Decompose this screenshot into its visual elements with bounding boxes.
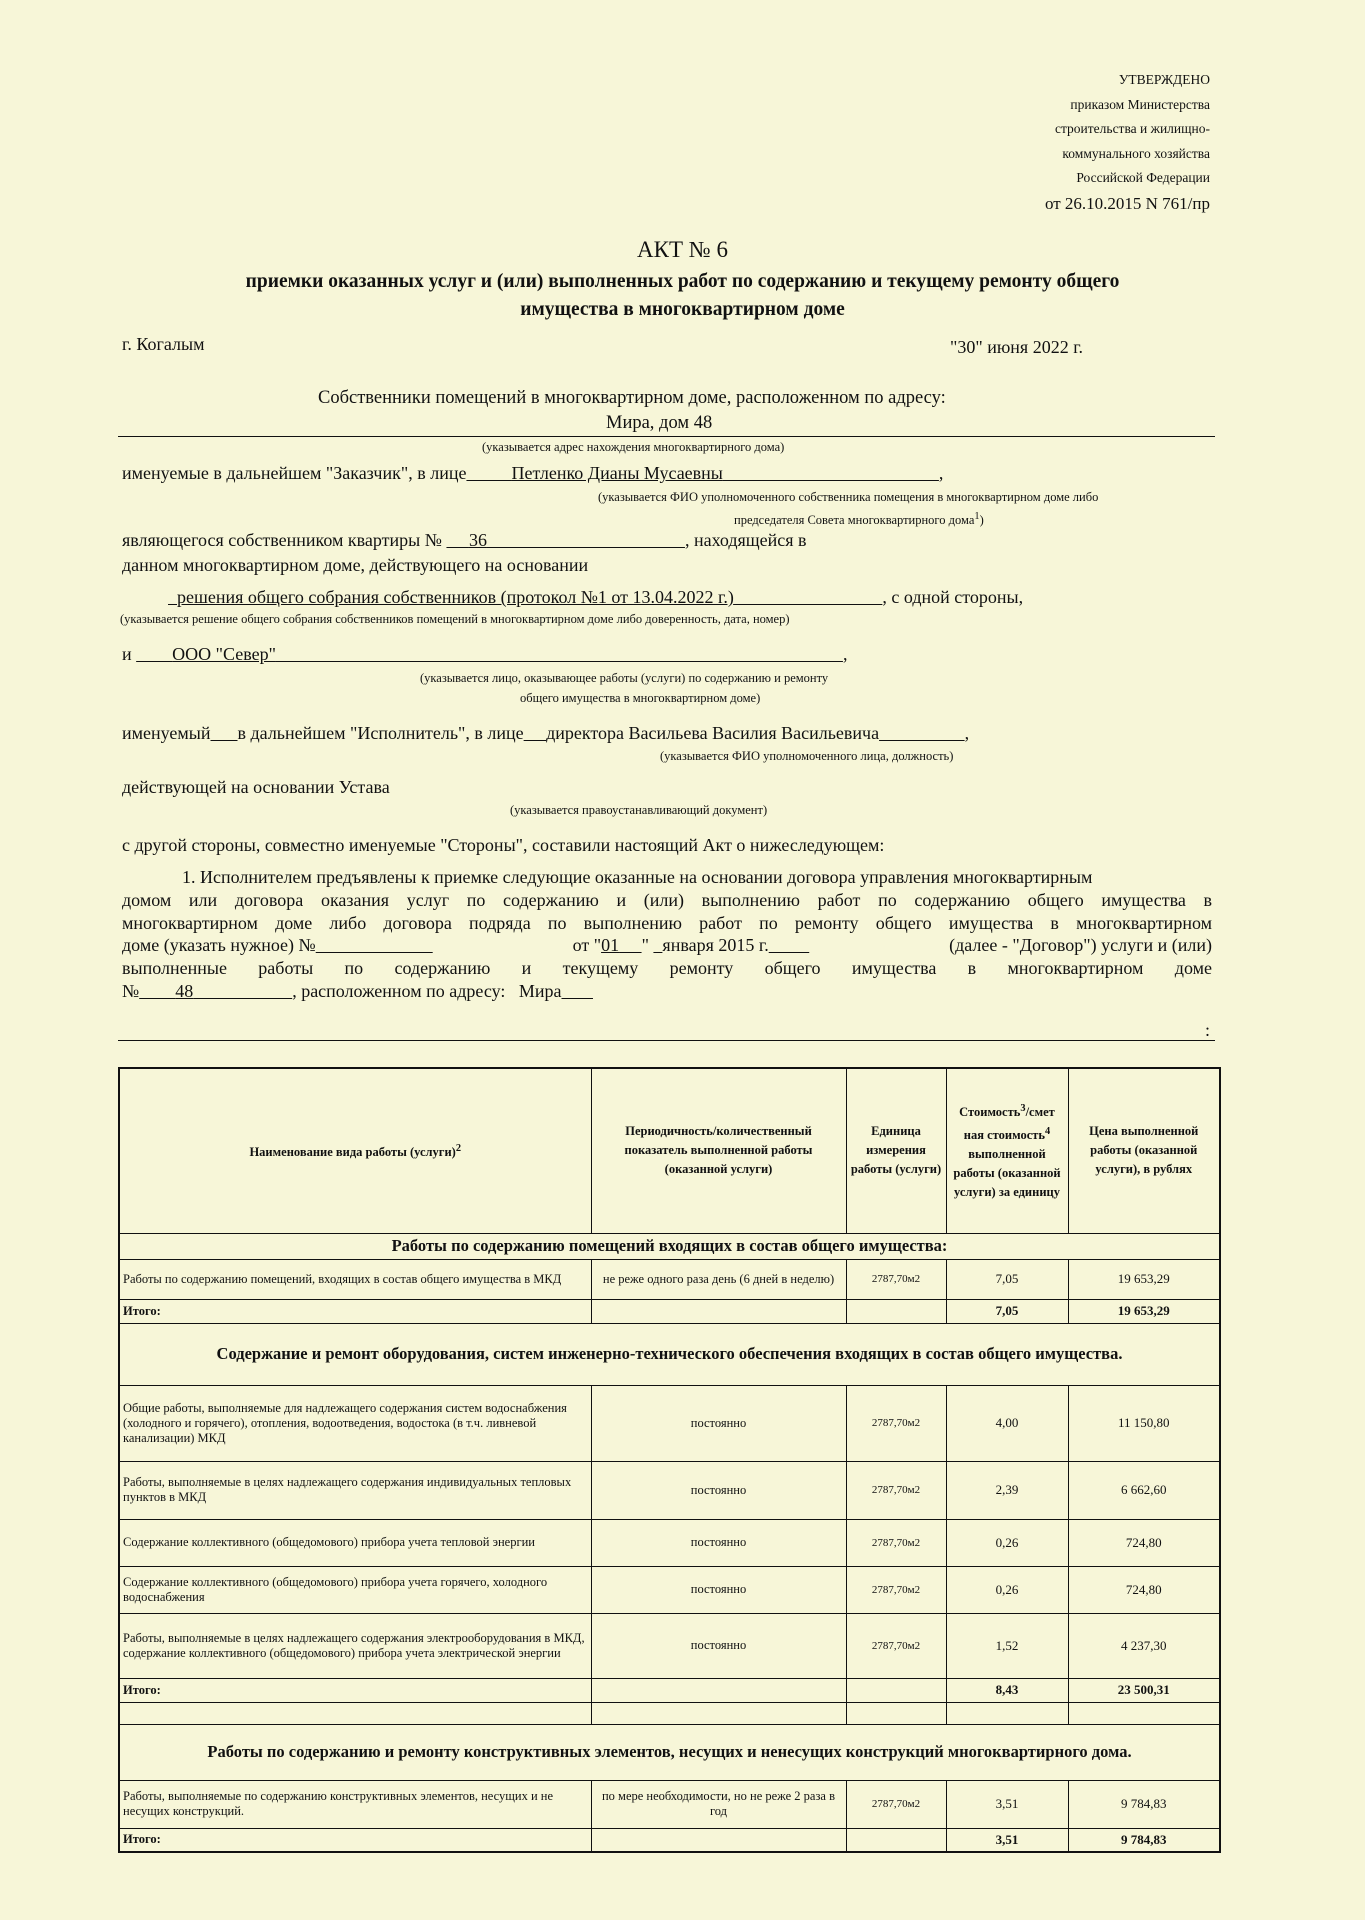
empty-cell [1068, 1702, 1220, 1724]
contract-ref: (далее - "Договор") услуги и (или) [949, 935, 1212, 956]
contractor-hint-2: общего имущества в многоквартирном доме) [520, 691, 761, 705]
unit-cell: 2787,70м2 [846, 1461, 946, 1519]
table-row [119, 1259, 1220, 1299]
header-work-name-text: Наименование вида работы (услуги) [249, 1145, 456, 1160]
clause-1-line-4 [122, 934, 1212, 957]
price-cell: 724,80 [1068, 1519, 1220, 1566]
work-name-cell: Работы, выполняемые в целях надлежащего содержания электрооборудования в МКД, содержание коллективного (общедомового) прибора учета электрической энергии [119, 1613, 591, 1678]
total-price: 9 784,83 [1068, 1828, 1220, 1852]
contractor-line: и ООО "Север" , [122, 644, 848, 664]
periodicity-cell: постоянно [591, 1519, 846, 1566]
total-rate: 3,51 [946, 1828, 1068, 1852]
work-name-cell: Работы, выполняемые по содержанию конструктивных элементов, несущих и не несущих конструкций. [119, 1780, 591, 1828]
address-line-underline [118, 1040, 1215, 1041]
rate-cell: 0,26 [946, 1566, 1068, 1613]
unit-cell: 2787,70м2 [846, 1780, 946, 1828]
price-cell: 6 662,60 [1068, 1461, 1220, 1519]
named-word: именуемый [122, 723, 211, 743]
section-title: Содержание и ремонт оборудования, систем инженерно-технического обеспечения входящих в состав общего имущества. [119, 1323, 1220, 1385]
street-name: Мира [518, 980, 562, 1001]
rate-cell: 3,51 [946, 1780, 1068, 1828]
total-price: 23 500,31 [1068, 1678, 1220, 1702]
header-unit: Единица измерения работы (услуги) [846, 1068, 946, 1233]
section-row [119, 1233, 1220, 1259]
total-label: Итого: [119, 1678, 591, 1702]
header-work-name [119, 1068, 591, 1233]
periodicity-cell: постоянно [591, 1566, 846, 1613]
header-cost-text-b: /смет ная стоимость [963, 1105, 1055, 1143]
contract-month-year: января 2015 г. [662, 935, 769, 956]
customer-hint-2 [734, 511, 984, 528]
basis-line [168, 587, 1023, 608]
address-hint: (указывается адрес нахождения многоквартирного дома) [482, 440, 785, 454]
contract-day: 01 [601, 935, 620, 956]
work-name-cell: Содержание коллективного (общедомового) прибора учета тепловой энергии [119, 1519, 591, 1566]
address-value: Мира, дом 48 [606, 413, 713, 433]
approval-line: Российской Федерации [1076, 170, 1210, 185]
clause-1 [122, 866, 1212, 1003]
contractor-representative: директора Васильева Василия Васильевича [546, 723, 880, 743]
work-name-cell: Работы, выполняемые в целях надлежащего содержания индивидуальных тепловых пунктов в МКД [119, 1461, 591, 1519]
section-title: Работы по содержанию помещений входящих в состав общего имущества: [119, 1233, 1220, 1259]
rate-cell: 0,26 [946, 1519, 1068, 1566]
acting-basis: действующей на основании Устава [122, 777, 390, 797]
total-empty-cell [846, 1828, 946, 1852]
total-rate: 7,05 [946, 1299, 1068, 1323]
empty-cell [591, 1702, 846, 1724]
price-cell: 724,80 [1068, 1566, 1220, 1613]
footnote-mark: 3 [1020, 1103, 1026, 1115]
contractor-rep-line: именуемый в дальнейшем "Исполнитель", в лице директора Васильева Василия Васильевича , [122, 723, 970, 743]
section-title: Работы по содержанию и ремонту конструктивных элементов, несущих и ненесущих конструкций многоквартирного дома. [119, 1724, 1220, 1780]
customer-prefix: именуемые в дальнейшем "Заказчик", в лице [122, 463, 467, 483]
customer-hint-2-text: председателя Совета многоквартирного дома [734, 513, 975, 528]
customer-hint-2-end: ) [979, 513, 984, 528]
unit-cell: 2787,70м2 [846, 1613, 946, 1678]
city: г. Когалым [122, 334, 205, 354]
total-row [119, 1678, 1220, 1702]
periodicity-cell: по мере необходимости, но не реже 2 раза в год [591, 1780, 846, 1828]
table-row [119, 1519, 1220, 1566]
unit-cell: 2787,70м2 [846, 1385, 946, 1461]
header-cost-text-a: Стоимость [959, 1105, 1021, 1120]
contract-number-label: доме (указать нужное) № [122, 935, 316, 956]
table-row [119, 1385, 1220, 1461]
price-cell: 4 237,30 [1068, 1613, 1220, 1678]
total-empty-cell [846, 1299, 946, 1323]
rate-cell: 7,05 [946, 1259, 1068, 1299]
contractor-hint-1: (указывается лицо, оказывающее работы (услуги) по содержанию и ремонту [420, 671, 829, 685]
approval-heading: УТВЕРЖДЕНО [1118, 72, 1210, 87]
work-name-cell: Общие работы, выполняемые для надлежащего содержания систем водоснабжения (холодного и горячего), отопления, водоотведения, водостока (в т.ч. ливневой канализации) МКД [119, 1385, 591, 1461]
apartment-suffix: , находящейся в [684, 530, 807, 550]
total-row [119, 1828, 1220, 1852]
owners-line: Собственники помещений в многоквартирном доме, расположенном по адресу: [318, 388, 946, 408]
clause-1-line-1: 1. Исполнителем предъявлены к приемке следующие оказанные на основании договора управления многоквартирным [182, 867, 1093, 887]
periodicity-cell: постоянно [591, 1461, 846, 1519]
table-row [119, 1566, 1220, 1613]
total-label: Итого: [119, 1299, 591, 1323]
rate-cell: 4,00 [946, 1385, 1068, 1461]
total-label: Итого: [119, 1828, 591, 1852]
services-table [118, 1067, 1221, 1853]
rate-cell: 2,39 [946, 1461, 1068, 1519]
clause-1-line-2: домом или договора оказания услуг по содержанию и (или) выполнению работ по содержанию общего имущества в [122, 889, 1212, 910]
act-title: АКТ № 6 [637, 237, 728, 262]
parties-line: с другой стороны, совместно именуемые "Стороны", составили настоящий Акт о нижеследующем: [122, 835, 885, 855]
table-header-row [119, 1068, 1220, 1233]
approval-stamp [930, 68, 1210, 217]
total-empty-cell [846, 1678, 946, 1702]
basis-value: решения общего собрания собственников (протокол №1 от 13.04.2022 г.) [177, 587, 734, 607]
table-row [119, 1461, 1220, 1519]
empty-cell [119, 1702, 591, 1724]
named-rest: в дальнейшем "Исполнитель", в лице [237, 723, 524, 743]
total-empty-cell [591, 1828, 846, 1852]
customer-name: Петленко Дианы Мусаевны [511, 463, 723, 483]
periodicity-cell: постоянно [591, 1385, 846, 1461]
header-cost-text-c: выполненной работы (оказанной услуги) за единицу [953, 1147, 1061, 1200]
empty-cell [946, 1702, 1068, 1724]
act-date: "30" июня 2022 г. [950, 337, 1084, 357]
act-subtitle-line1: приемки оказанных услуг и (или) выполненных работ по содержанию и текущему ремонту общего [245, 271, 1120, 292]
house-number-label: № [122, 980, 140, 1001]
apartment-number: 36 [468, 530, 487, 550]
header-periodicity: Периодичность/количественный показатель выполненной работы (оказанной услуги) [591, 1068, 846, 1233]
periodicity-cell: постоянно [591, 1613, 846, 1678]
contract-date-close: " [641, 935, 649, 956]
contract-date-open: от " [572, 935, 602, 956]
clause-1-line-5: выполненные работы по содержанию и текущему ремонту общего имущества в многоквартирном доме [122, 958, 1212, 979]
price-cell: 19 653,29 [1068, 1259, 1220, 1299]
work-name-cell: Работы по содержанию помещений, входящих в состав общего имущества в МКД [119, 1259, 591, 1299]
work-name-cell: Содержание коллективного (общедомового) прибора учета горячего, холодного водоснабжения [119, 1566, 591, 1613]
total-price: 19 653,29 [1068, 1299, 1220, 1323]
approval-line: строительства и жилищно- [1055, 121, 1210, 136]
basis-intro: данном многоквартирном доме, действующего на основании [122, 555, 589, 575]
total-rate: 8,43 [946, 1678, 1068, 1702]
house-number: 48 [175, 980, 194, 1001]
table-row [119, 1780, 1220, 1828]
rep-hint: (указывается ФИО уполномоченного лица, должность) [660, 749, 954, 763]
price-cell: 9 784,83 [1068, 1780, 1220, 1828]
periodicity-cell: не реже одного раза день (6 дней в неделю) [591, 1259, 846, 1299]
rate-cell: 1,52 [946, 1613, 1068, 1678]
section-row [119, 1724, 1220, 1780]
unit-cell: 2787,70м2 [846, 1566, 946, 1613]
price-cell: 11 150,80 [1068, 1385, 1220, 1461]
approval-line: коммунального хозяйства [1062, 145, 1210, 161]
acting-hint: (указывается правоустанавливающий документ) [510, 803, 768, 817]
apartment-line [122, 530, 807, 551]
approval-line: приказом Министерства [1070, 96, 1210, 112]
address-label: , расположенном по адресу: [292, 980, 506, 1001]
contractor-name: ООО "Север" [172, 644, 276, 664]
customer-hint-1: (указывается ФИО уполномоченного собственника помещения в многоквартирном доме либо [598, 490, 1099, 504]
address-underline [118, 436, 1215, 437]
basis-hint: (указывается решение общего собрания собственников помещений в многоквартирном доме либо доверенность, дата, номер) [120, 612, 790, 626]
table-row [119, 1613, 1220, 1678]
footnote-mark: 4 [1045, 1126, 1051, 1138]
total-empty-cell [591, 1299, 846, 1323]
spacer-row [119, 1702, 1220, 1724]
basis-suffix: , с одной стороны, [882, 587, 1024, 607]
customer-line: именуемые в дальнейшем "Заказчик", в лице Петленко Дианы Мусаевны , [122, 463, 944, 483]
total-empty-cell [591, 1678, 846, 1702]
clause-1-line-6 [122, 980, 1212, 1003]
section-row [119, 1323, 1220, 1385]
clause-1-line-3: многоквартирном доме либо договора подряда по выполнению работ по ремонту общего имущества в многоквартирном [122, 912, 1212, 933]
empty-cell [846, 1702, 946, 1724]
apartment-prefix: являющегося собственником квартиры № [122, 530, 442, 550]
total-row [119, 1299, 1220, 1323]
unit-cell: 2787,70м2 [846, 1259, 946, 1299]
colon-mark: : [1205, 1020, 1211, 1040]
act-subtitle-line2: имущества в многоквартирном доме [520, 299, 845, 320]
header-price: Цена выполненной работы (оказанной услуги), в рублях [1068, 1068, 1220, 1233]
footnote-mark: 1 [974, 511, 980, 522]
and-word: и [122, 644, 132, 664]
footnote-mark: 2 [455, 1143, 462, 1155]
approval-order: от 26.10.2015 N 761/пр [1044, 193, 1210, 213]
act-subtitle [0, 268, 1365, 324]
unit-cell: 2787,70м2 [846, 1519, 946, 1566]
header-cost-per-unit [946, 1068, 1068, 1233]
